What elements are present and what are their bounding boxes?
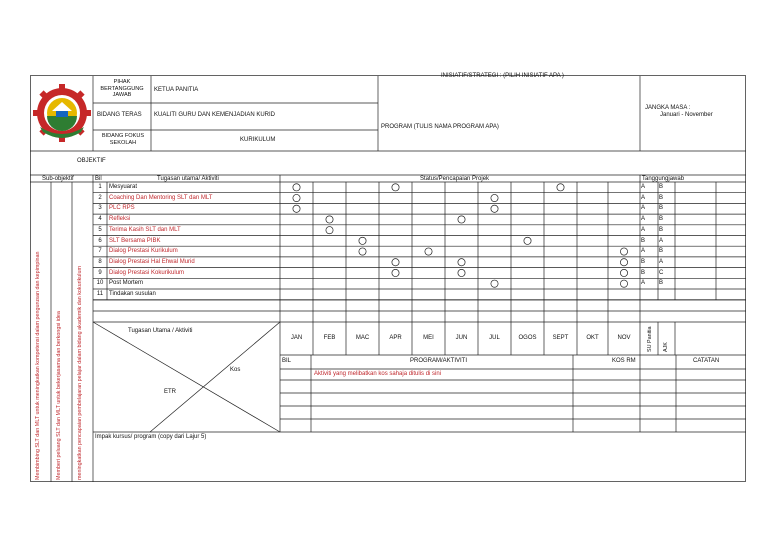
bottom-note: Aktiviti yang melibatkan kos sahaja ditulis di sini [314, 371, 442, 377]
month-label: FEB [323, 335, 336, 341]
responsible-2: A [659, 258, 664, 265]
responsible-1: A [641, 194, 646, 201]
status-circle-icon [458, 259, 465, 266]
responsible-1: A [641, 205, 646, 212]
status-circle-icon [425, 248, 432, 255]
responsible-1: A [641, 280, 646, 287]
status-circle-icon [458, 216, 465, 223]
responsible-2: C [659, 269, 664, 276]
month-tugasan-label: Tugasan Utama / Aktiviti [128, 328, 193, 334]
month-label: OKT [586, 335, 599, 341]
tugasan-header: Tugasan utama/ Aktiviti [157, 175, 219, 182]
responsible-1: A [641, 248, 646, 255]
month-label: JUL [489, 335, 500, 341]
pihak-label: PIHAK BERTANGGUNG JAWAB [100, 79, 144, 98]
month-label: MEI [423, 335, 434, 341]
activity-name: SLT Bersama PIBK [109, 237, 161, 244]
status-circle-icon [620, 248, 627, 255]
activity-bil: 5 [98, 226, 102, 233]
impak-text: Impak kursus/ program (copy dari Lajur 5) [95, 434, 207, 440]
bidang-teras-label: BIDANG TERAS [97, 112, 142, 118]
month-label: JAN [290, 335, 303, 341]
activity-name: Post Mortem [109, 280, 144, 287]
etr-label: ETR [164, 389, 176, 395]
activity-name: Tindakan susulan [109, 291, 156, 297]
status-header: Status/Pencapaian Projek [420, 175, 490, 182]
tanggungjawab-header: Tanggungjawab [642, 175, 685, 182]
activity-bil: 6 [98, 237, 102, 244]
sub-objektif-header: Sub-objektif [42, 175, 74, 182]
status-circle-icon [491, 280, 498, 287]
status-circle-icon [458, 269, 465, 276]
activity-name: Dialog Prestasi Kokurikulum [109, 269, 185, 276]
status-circle-icon [326, 227, 333, 234]
responsible-1: A [641, 216, 646, 223]
month-label: OGOS [518, 335, 537, 341]
responsible-2: B [659, 248, 664, 255]
bottom-catatan: CATATAN [693, 358, 720, 364]
status-circle-icon [293, 205, 300, 212]
activity-bil: 4 [98, 216, 102, 223]
activity-bil: 9 [98, 269, 102, 276]
status-circle-icon [359, 237, 366, 244]
activity-name: Dialog Prestasi Kurikulum [109, 248, 178, 255]
status-circle-icon [557, 184, 564, 191]
responsible-2: B [659, 226, 664, 233]
status-circle-icon [392, 184, 399, 191]
jangka-masa-value: Januari - November [660, 112, 713, 118]
activity-bil: 1 [98, 184, 102, 190]
bidang-fokus-value: KURIKULUM [240, 137, 276, 143]
activity-name: Dialog Prestasi Hal Ehwal Murid [109, 258, 195, 265]
su-panitia-label: SU Panitia [647, 326, 653, 352]
month-label: MAC [355, 335, 370, 341]
activity-bil: 8 [98, 258, 102, 265]
status-circle-icon [392, 269, 399, 276]
status-circle-icon [491, 194, 498, 201]
activity-bil: 7 [98, 248, 102, 255]
school-logo [32, 84, 92, 142]
sub-objektif-3: meningkatkan pencapaian pembelajaran pelajar dalam bidang akademik dan kokurikulum [77, 266, 83, 480]
month-label: APR [389, 335, 402, 341]
objektif-label: OBJEKTIF [77, 158, 106, 164]
status-circle-icon [620, 280, 627, 287]
bidang-teras-value: KUALITI GURU DAN KEMENJADIAN KURID [154, 112, 276, 118]
month-label: NOV [617, 335, 631, 341]
bidang-fokus-label: BIDANG FOKUS SEKOLAH [101, 133, 145, 146]
status-circle-icon [326, 216, 333, 223]
sub-objektif-2: Memberi peluang SLT dan MLT untuk bekerjasama dan berkongsi idea [56, 311, 62, 480]
kos-label: Kos [230, 367, 241, 373]
status-circle-icon [293, 184, 300, 191]
activity-name: Coaching Dan Mentoring SLT dan MLT [109, 194, 213, 201]
activity-bil: 11 [96, 291, 104, 297]
status-circle-icon [293, 194, 300, 201]
responsible-1: A [641, 226, 646, 233]
activity-bil: 2 [98, 194, 102, 201]
sub-objektif-1: Membimbing SLT dan MLT untuk meningkatkan kompetensi dalam pengurusan dan kepimpinan [35, 251, 41, 480]
bottom-program-aktiviti: PROGRAM/AKTIVITI [410, 358, 468, 364]
status-circle-icon [491, 205, 498, 212]
status-circle-icon [620, 269, 627, 276]
responsible-2: B [659, 216, 664, 223]
responsible-2: B [659, 194, 664, 201]
responsible-2: A [659, 237, 664, 244]
status-circle-icon [620, 259, 627, 266]
jangka-masa-label: JANGKA MASA : [645, 105, 691, 111]
responsible-1: B [641, 237, 646, 244]
bottom-kos-rm: KOS RM [612, 358, 636, 364]
activity-name: PLC RPS [109, 205, 135, 212]
activity-bil: 3 [98, 205, 102, 212]
status-circle-icon [359, 248, 366, 255]
bottom-bil: BIL [282, 358, 292, 364]
month-label: SEPT [552, 335, 569, 341]
responsible-2: B [659, 205, 664, 212]
activity-name: Mesyuarat [109, 184, 138, 190]
responsible-2: B [659, 184, 664, 190]
month-label: JUN [455, 335, 468, 341]
responsible-1: B [641, 258, 646, 265]
program-text: PROGRAM (TULIS NAMA PROGRAM APA) [381, 124, 499, 130]
responsible-1: B [641, 269, 646, 276]
ajk-label: AJK [663, 342, 669, 352]
responsible-1: A [641, 184, 646, 190]
bil-header: Bil [95, 175, 102, 182]
activity-name: Terima Kasih SLT dan MLT [109, 226, 181, 233]
status-circle-icon [524, 237, 531, 244]
activity-name: Refleksi [109, 216, 131, 223]
responsible-2: B [659, 280, 664, 287]
inisiatif-text: INISIATIF/STRATEGI : (PILIH INISIATIF APA ) [441, 73, 564, 79]
status-circle-icon [392, 259, 399, 266]
pihak-value: KETUA PANITIA [154, 87, 199, 93]
activity-bil: 10 [96, 280, 104, 287]
